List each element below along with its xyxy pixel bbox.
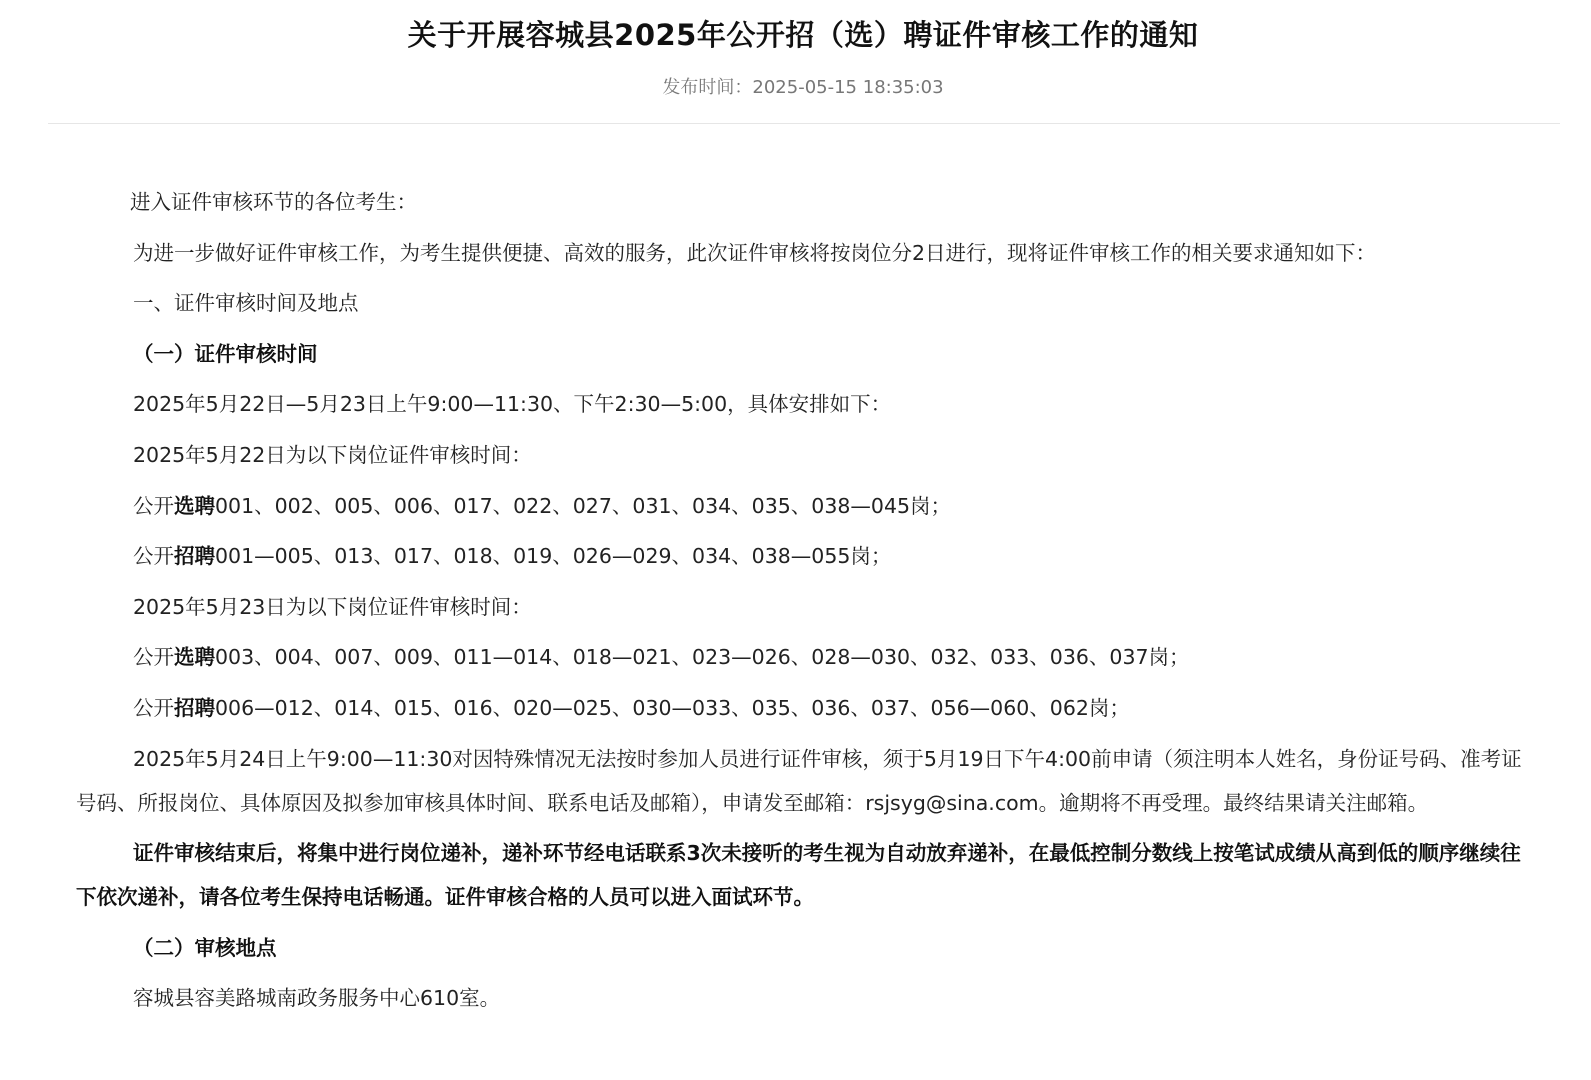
publish-time-label: 发布时间： (662, 77, 753, 98)
post-list: 003、004、007、009、011—014、018—021、023—026、028—030、032、033、036、037岗； (215, 645, 1190, 670)
day2-xuanpin-posts (76, 635, 1536, 679)
schedule-paragraph: 2025年5月22日—5月23日上午9:00—11:30、下午2:30—5:00，具体安排如下： (133, 392, 892, 417)
greeting: 进入证件审核环节的各位考生： (130, 190, 417, 214)
prefix-text: 公开 (133, 695, 174, 720)
day2-intro: 2025年5月23日为以下岗位证件审核时间： (133, 594, 532, 619)
prefix-text: 公开 (133, 544, 174, 569)
post-list: 001—005、013、017、018、019、026—029、034、038—055岗； (215, 544, 892, 569)
post-list: 006—012、014、015、016、020—025、030—033、035、036、037、056—060、062岗； (215, 695, 1130, 720)
publish-time-value: 2025-05-15 18:35:03 (752, 77, 944, 98)
header-divider (48, 123, 1560, 124)
location-paragraph: 容城县容美路城南政务服务中心610室。 (133, 986, 501, 1011)
bold-type: 选聘 (174, 645, 215, 670)
article-title: 关于开展容城县2025年公开招（选）聘证件审核工作的通知 (407, 18, 1199, 52)
bold-type: 招聘 (174, 544, 215, 569)
subheading-review-location: （二）审核地点 (133, 935, 277, 960)
section-heading-1: 一、证件审核时间及地点 (133, 291, 359, 316)
article-body (76, 180, 1536, 1027)
day1-zhaopin-posts (76, 534, 1536, 578)
day1-intro: 2025年5月22日为以下岗位证件审核时间： (133, 442, 532, 467)
intro-paragraph: 为进一步做好证件审核工作，为考生提供便捷、高效的服务，此次证件审核将按岗位分2日进行，现将证件审核工作的相关要求通知如下： (133, 240, 1377, 265)
day1-xuanpin-posts (76, 484, 1536, 528)
bold-type: 选聘 (174, 493, 215, 518)
prefix-text: 公开 (133, 645, 174, 670)
bold-type: 招聘 (174, 695, 215, 720)
special-case-paragraph: 2025年5月24日上午9:00—11:30对因特殊情况无法按时参加人员进行证件审核，须于5月19日下午4:00前申请（须注明本人姓名，身份证号码、准考证号码、所报岗位、具体原因及拟参加审核具体时间、联系电话及邮箱），申请发至邮箱：rsjsyg@sina.com。逾期将不再受理。最终结果请关注邮箱。 (76, 746, 1522, 815)
prefix-text: 公开 (133, 493, 174, 518)
publish-time (0, 76, 1591, 100)
day2-zhaopin-posts (76, 686, 1536, 730)
replacement-notice: 证件审核结束后，将集中进行岗位递补，递补环节经电话联系3次未接听的考生视为自动放弃递补，在最低控制分数线上按笔试成绩从高到低的顺序继续往下依次递补，请各位考生保持电话畅通。证件审核合格的人员可以进入面试环节。 (76, 841, 1521, 910)
post-list: 001、002、005、006、017、022、027、031、034、035、038—045岗； (215, 493, 952, 518)
subheading-review-time: （一）证件审核时间 (133, 341, 318, 366)
